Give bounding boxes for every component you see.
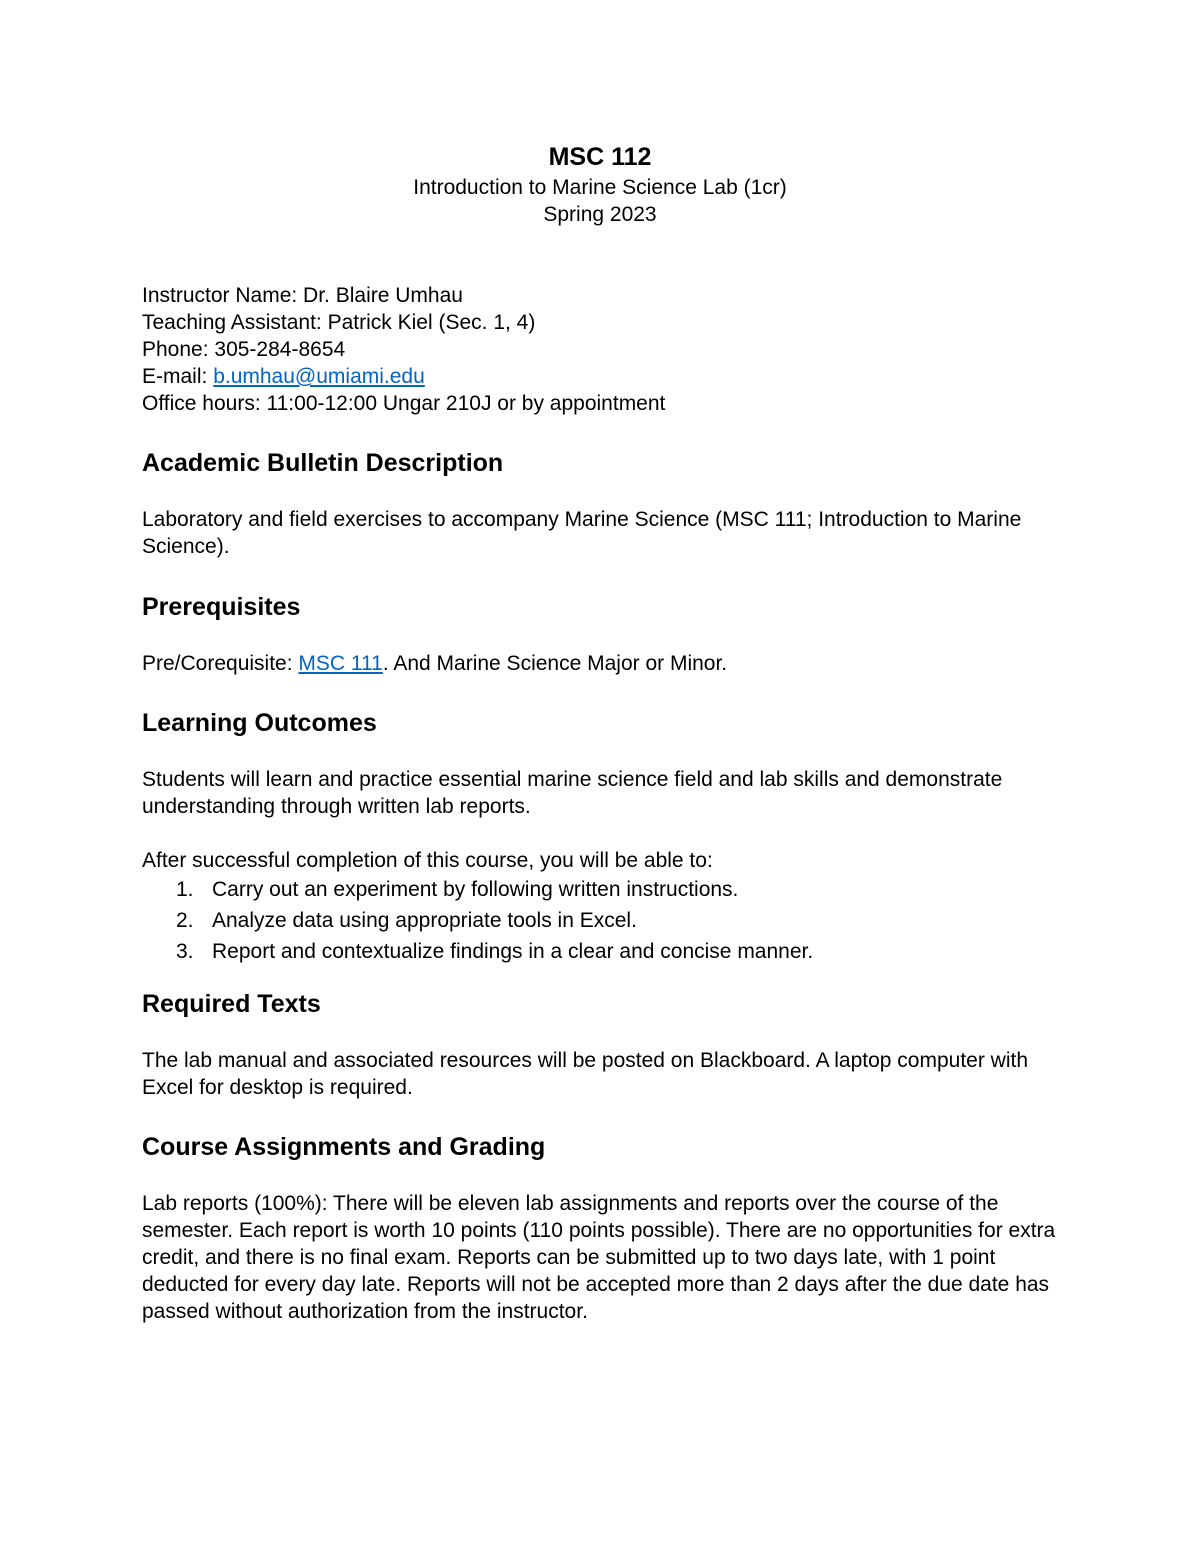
bulletin-section (142, 506, 1072, 560)
instructor-name: Instructor Name: Dr. Blaire Umhau (142, 284, 463, 307)
texts-section (142, 1047, 1072, 1101)
list-number: 2. (176, 909, 194, 932)
course-title: Introduction to Marine Science Lab (1cr) (413, 176, 787, 199)
phone-number: Phone: 305-284-8654 (142, 338, 346, 361)
grading-section (142, 1190, 1072, 1325)
list-number: 1. (176, 878, 194, 901)
grading-text: Lab reports (100%): There will be eleven lab assignments and reports over the course of the semester. Each report is worth 10 points (110 points possible). There are no opportunities for extra credit, and there is no final exam. Reports can be submitted up to two days late, with 1 point deducted for every day late. Reports will not be accepted more than 2 days after the due date has passed without authorization from the instructor. (142, 1192, 1056, 1323)
grading-heading: Course Assignments and Grading (142, 1133, 546, 1161)
list-text: Report and contextualize findings in a clear and concise manner. (212, 940, 814, 963)
outcomes-list (142, 874, 1072, 967)
outcomes-lead: After successful completion of this course, you will be able to: (142, 849, 713, 872)
list-text: Analyze data using appropriate tools in Excel. (212, 909, 637, 932)
email-link[interactable]: b.umhau@umiami.edu (213, 365, 425, 388)
course-term: Spring 2023 (543, 203, 657, 226)
list-item (142, 936, 1072, 967)
contact-block (142, 282, 1072, 417)
list-number: 3. (176, 940, 194, 963)
office-hours: Office hours: 11:00-12:00 Ungar 210J or by appointment (142, 392, 666, 415)
prereq-rest: . And Marine Science Major or Minor. (382, 652, 728, 675)
outcomes-intro: Students will learn and practice essential marine science field and lab skills and demonstrate understanding through written lab reports. (142, 768, 1003, 818)
outcomes-section (142, 766, 1072, 967)
bulletin-heading: Academic Bulletin Description (142, 449, 504, 477)
list-text: Carry out an experiment by following written instructions. (212, 878, 739, 901)
email-label: E-mail: (142, 365, 214, 388)
list-item (142, 874, 1072, 905)
texts-text: The lab manual and associated resources will be posted on Blackboard. A laptop computer with Excel for desktop is required. (142, 1049, 1029, 1099)
course-header (0, 140, 1200, 228)
bulletin-text: Laboratory and field exercises to accompany Marine Science (MSC 111; Introduction to Marine Science). (142, 508, 1022, 558)
prereq-section (142, 650, 1072, 677)
course-code: MSC 112 (548, 143, 652, 171)
email-line (142, 363, 1072, 390)
prereq-course-link[interactable]: MSC 111 (298, 652, 383, 675)
outcomes-heading: Learning Outcomes (142, 709, 377, 737)
prereq-text (142, 650, 1072, 677)
teaching-assistant: Teaching Assistant: Patrick Kiel (Sec. 1, 4) (142, 311, 536, 334)
prereq-label: Pre/Corequisite: (142, 652, 299, 675)
texts-heading: Required Texts (142, 990, 321, 1018)
prereq-heading: Prerequisites (142, 593, 301, 621)
list-item (142, 905, 1072, 936)
